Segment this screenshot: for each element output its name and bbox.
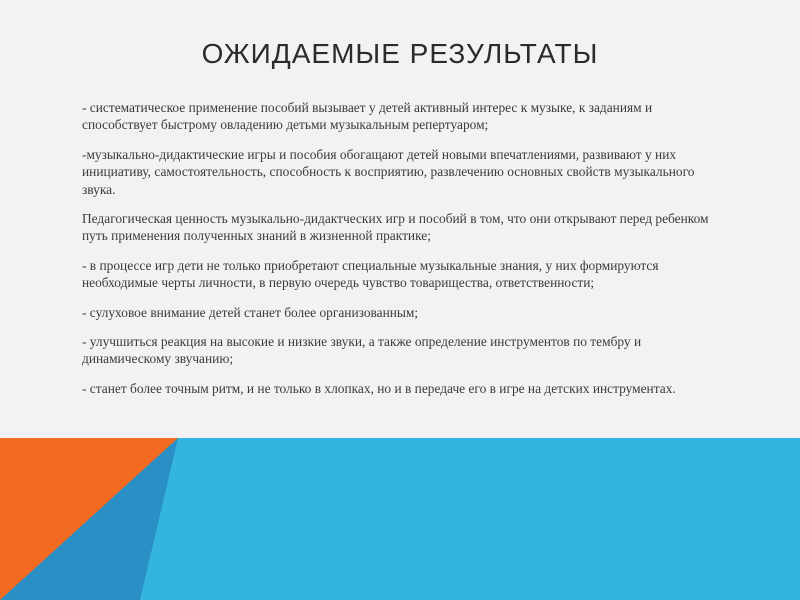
paragraph-5: - сулуховое внимание детей станет более организованным;	[82, 304, 419, 320]
paragraph-1: - систематическое применение пособий вызывает у детей активный интерес к музыке, к заданиям и способствует быстрому овладению детьми музыкальным репертуаром;	[82, 100, 653, 133]
paragraph-4: - в процессе игр дети не только приобретают специальные музыкальные знания, у них формируются необходимые черты личности, в первую очередь чувство товарищества, ответственности;	[82, 257, 659, 291]
paragraph-2: -музыкально-дидактические игры и пособия обогащают детей новыми впечатлениями, развивают у них инициативу, самостоятельность, способность к восприятию, развлечению основных свойств музыкального звука.	[82, 146, 695, 197]
paragraph-3: Педагогическая ценность музыкально-дидактческих игр и пособий в том, что они открывают перед ребенком путь применения полученных знаний в жизненной практике;	[82, 211, 709, 244]
paragraph-6: - улучшиться реакция на высокие и низкие звуки, а также определение инструментов по тембру и динамическому звучанию;	[82, 334, 642, 367]
paragraph-7: - станет более точным ритм, и не только в хлопках, но и в передаче его в игре на детских инструментах.	[82, 380, 676, 396]
slide-title: ОЖИДАЕМЫЕ РЕЗУЛЬТАТЫ	[201, 38, 599, 69]
slide-body	[82, 99, 712, 409]
decorative-footer	[0, 438, 800, 600]
